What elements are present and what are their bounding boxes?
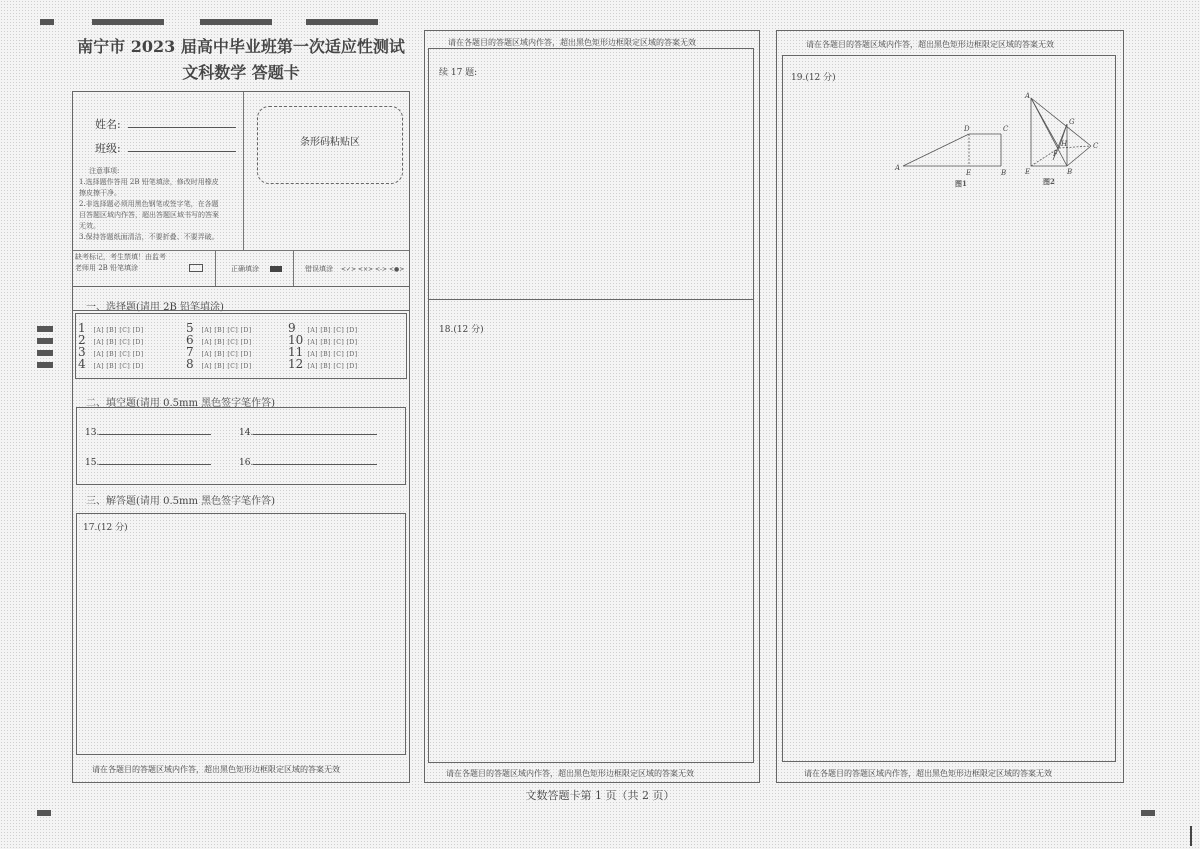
note-line: 3.保持答题纸面清洁，不要折叠、不要弄破。: [79, 233, 219, 241]
figure-1-diagram: [893, 122, 1023, 182]
question-number: 4: [78, 357, 86, 371]
note-line: 2.非选择题必须用黑色钢笔或签字笔，在各题: [79, 200, 219, 208]
question-number: 5: [186, 321, 194, 335]
fig2-label: B: [1067, 168, 1073, 176]
fig2-label: F: [1053, 150, 1058, 158]
question-number: 1: [78, 321, 86, 335]
question-19-label: 19.(12 分): [791, 73, 836, 83]
barcode-label: 条形码粘贴区: [300, 137, 360, 148]
answer-box-19[interactable]: [782, 55, 1116, 762]
figure-2-diagram: [1019, 90, 1103, 180]
choice-options[interactable]: [A] [B] [C] [D]: [201, 351, 252, 358]
absent-note-line: 缺考标记，考生禁填！由监考: [75, 253, 166, 261]
question-18-label: 18.(12 分): [439, 325, 484, 335]
fig1-label: A: [895, 164, 901, 172]
section1-title: 一、选择题(请用 2B 铅笔填涂): [86, 302, 224, 313]
fig2-label: G: [1069, 118, 1075, 126]
note-line: 擦皮擦干净。: [79, 189, 121, 197]
exam-subtitle: 文科数学 答题卡: [182, 63, 300, 82]
registration-mark: [200, 19, 272, 25]
wrong-fill-samples: <✓> <×> <-> <●>: [341, 266, 405, 273]
question-number: 3: [78, 345, 86, 359]
choice-options[interactable]: [A] [B] [C] [D]: [201, 327, 252, 334]
question-number: 8: [186, 357, 194, 371]
registration-mark: [1141, 810, 1155, 816]
answer-box-17-continued[interactable]: [428, 48, 754, 300]
choice-options[interactable]: [A] [B] [C] [D]: [93, 351, 144, 358]
fig2-label: C: [1093, 142, 1099, 150]
figure-1-caption: 图1: [955, 179, 967, 188]
fig1-label: D: [964, 125, 970, 133]
registration-mark: [37, 326, 53, 332]
choice-options[interactable]: [A] [B] [C] [D]: [201, 363, 252, 370]
registration-mark: [37, 338, 53, 344]
warning-text: 请在各题目的答题区域内作答，超出黑色矩形边框限定区域的答案无效: [92, 765, 340, 774]
question-number: 2: [78, 333, 86, 347]
warning-text: 请在各题目的答题区域内作答，超出黑色矩形边框限定区域的答案无效: [448, 38, 696, 47]
section2-title: 二、填空题(请用 0.5mm 黑色签字笔作答): [86, 398, 276, 409]
choice-options[interactable]: [A] [B] [C] [D]: [307, 339, 358, 346]
registration-mark: [92, 19, 164, 25]
answer-box-18[interactable]: [428, 299, 754, 763]
absent-note-line: 老师用 2B 铅笔填涂: [75, 264, 139, 272]
name-label: 姓名:: [95, 118, 121, 131]
continue-17-label: 续 17 题:: [439, 68, 478, 78]
blank-label: 15.: [85, 458, 100, 468]
fig1-label: E: [966, 169, 972, 177]
question-number: 12: [288, 357, 304, 371]
blank-label: 14.: [239, 428, 254, 438]
fig1-label: B: [1001, 169, 1007, 177]
page-footer: 文数答题卡第 1 页（共 2 页）: [525, 789, 675, 802]
exam-title: 南宁市 2023 届高中毕业班第一次适应性测试: [77, 37, 405, 56]
note-line: 目答题区域内作答，超出答题区域书写的答案: [79, 211, 219, 219]
section3-title: 三、解答题(请用 0.5mm 黑色签字笔作答): [86, 496, 276, 507]
question-number: 7: [186, 345, 194, 359]
choice-options[interactable]: [A] [B] [C] [D]: [307, 351, 358, 358]
choice-options[interactable]: [A] [B] [C] [D]: [93, 363, 144, 370]
fig1-label: C: [1003, 125, 1009, 133]
correct-fill-label: 正确填涂: [231, 265, 259, 273]
wrong-fill-label: 错误填涂: [305, 265, 333, 273]
registration-mark: [37, 810, 51, 816]
registration-mark: [37, 362, 53, 368]
question-number: 6: [186, 333, 194, 347]
registration-mark: [306, 19, 378, 25]
registration-mark: [37, 350, 53, 356]
figure-2-caption: 图2: [1043, 177, 1055, 186]
choice-options[interactable]: [A] [B] [C] [D]: [201, 339, 252, 346]
fig2-label: H: [1061, 140, 1068, 148]
warning-text: 请在各题目的答题区域内作答，超出黑色矩形边框限定区域的答案无效: [806, 40, 1054, 49]
blank-label: 16.: [239, 458, 254, 468]
choice-options[interactable]: [A] [B] [C] [D]: [93, 339, 144, 346]
blank-label: 13.: [85, 428, 100, 438]
note-line: 1.选择题作答用 2B 铅笔填涂，修改时用橡皮: [79, 178, 219, 186]
warning-text: 请在各题目的答题区域内作答，超出黑色矩形边框限定区域的答案无效: [446, 769, 694, 778]
warning-text: 请在各题目的答题区域内作答，超出黑色矩形边框限定区域的答案无效: [804, 769, 1052, 778]
fig2-label: A: [1025, 92, 1031, 100]
choice-options[interactable]: [A] [B] [C] [D]: [307, 363, 358, 370]
choice-options[interactable]: [A] [B] [C] [D]: [93, 327, 144, 334]
registration-mark: [40, 19, 54, 25]
fig2-label: E: [1025, 168, 1031, 176]
question-number: 9: [288, 321, 296, 335]
choice-options[interactable]: [A] [B] [C] [D]: [307, 327, 358, 334]
question-17-label: 17.(12 分): [83, 523, 128, 533]
column1-border: [72, 91, 410, 783]
edge-mark: [1190, 826, 1192, 846]
notes-title: 注意事项:: [89, 167, 120, 175]
class-label: 班级:: [95, 142, 121, 155]
note-line: 无效。: [79, 222, 100, 230]
question-number: 11: [288, 345, 304, 359]
question-number: 10: [288, 333, 304, 347]
